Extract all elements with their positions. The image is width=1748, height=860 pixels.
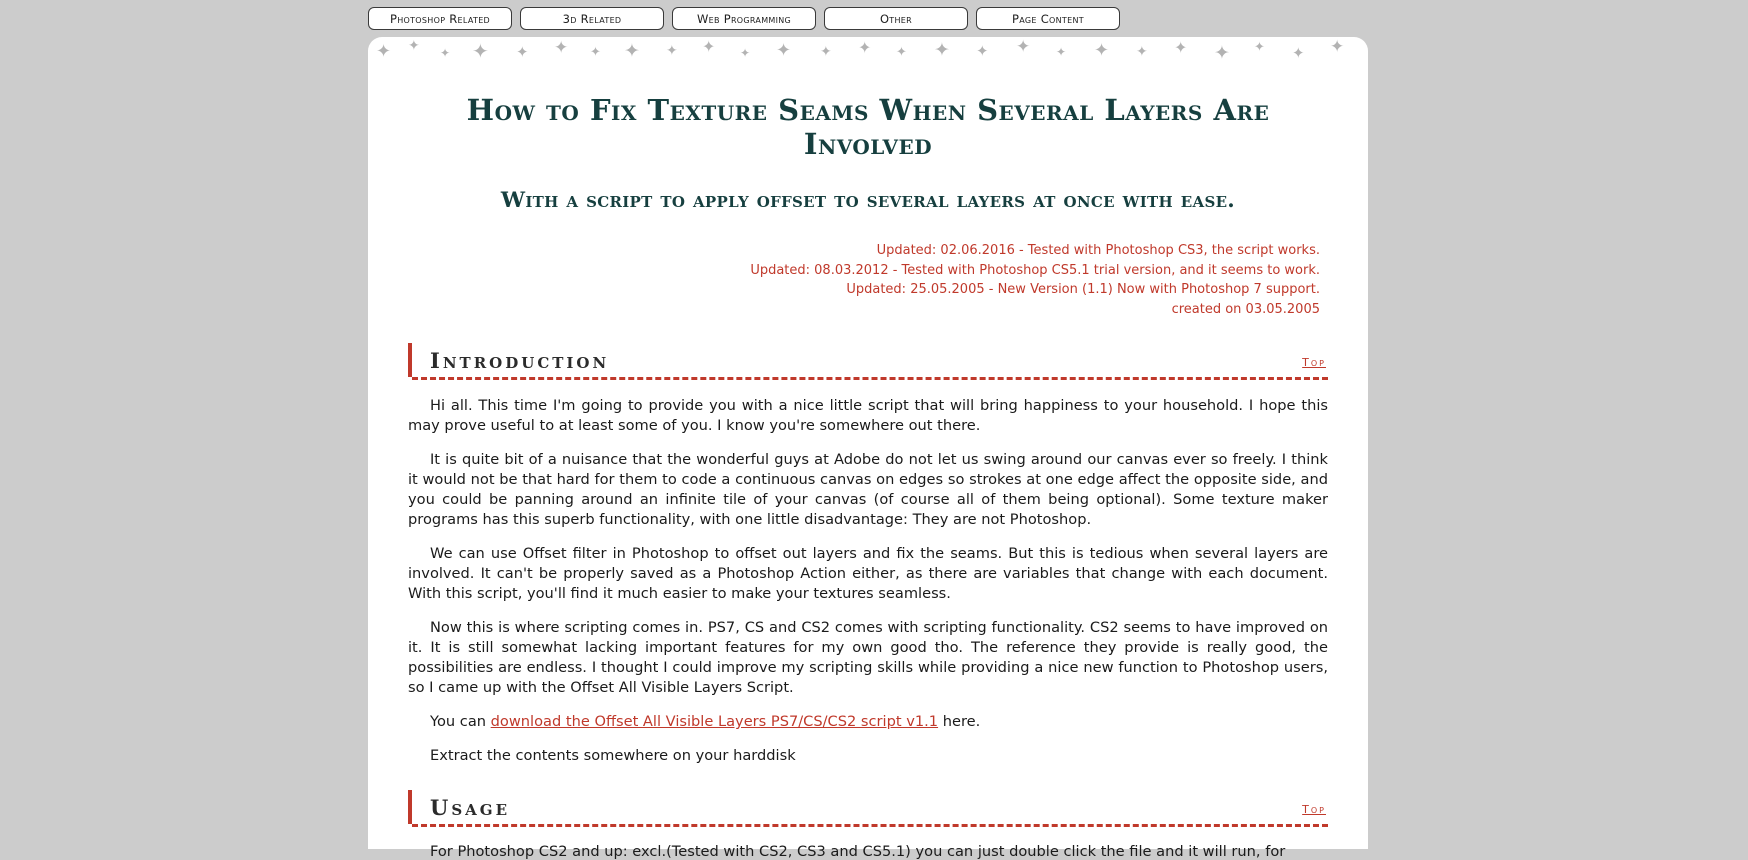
nav-other-label: Other (879, 11, 913, 26)
nav-photoshop-related-label: Photoshop Related (389, 11, 491, 26)
star-icon: ✦ (1056, 45, 1067, 59)
star-icon: ✦ (590, 45, 601, 60)
nav-web-programming[interactable] (672, 7, 816, 30)
star-icon: ✦ (1254, 40, 1265, 55)
star-icon: ✦ (934, 39, 950, 61)
update-note-3: Updated: 25.05.2005 - New Version (1.1) Now with Photoshop 7 support. (846, 282, 1320, 297)
star-icon: ✦ (516, 43, 529, 61)
nav-web-programming-label: Web Programming (696, 11, 792, 26)
star-icon: ✦ (1016, 37, 1031, 57)
section-introduction-heading: Introduction (430, 348, 610, 373)
download-text-after: here. (938, 713, 981, 730)
star-icon: ✦ (1174, 38, 1188, 57)
star-icon: ✦ (472, 39, 489, 63)
star-icon: ✦ (776, 40, 792, 61)
star-icon: ✦ (376, 41, 392, 62)
star-icon: ✦ (820, 44, 832, 60)
download-paragraph (408, 698, 1328, 732)
star-icon: ✦ (896, 45, 907, 60)
star-decoration-band (368, 37, 1368, 71)
star-icon: ✦ (1292, 44, 1305, 62)
nav-page-content[interactable] (976, 7, 1120, 30)
intro-paragraph-3: We can use Offset filter in Photoshop to offset out layers and fix the seams. But this is tedious when several layers are involved. It can't be properly saved as a Photoshop Action either, as there are variables that change with each document. With this script, you'll find it much easier to make your textures seamless. (408, 545, 1328, 602)
nav-page-content-label: Page Content (1012, 11, 1084, 26)
created-date: created on 03.05.2005 (1171, 301, 1320, 317)
intro-paragraph-4: Now this is where scripting comes in. PS7, CS and CS2 comes with scripting functionality. CS2 seems to have improved on it. It is still somewhat lacking important features for my own good tho. The reference they provide is really good, the possibilities are endless. I thought I could improve my scripting skills while providing a nice new function to Photoshop users, so I came up with the Offset All Visible Layers Script. (408, 619, 1328, 696)
star-icon: ✦ (702, 37, 716, 56)
star-icon: ✦ (1330, 37, 1345, 57)
star-icon: ✦ (666, 43, 678, 59)
star-icon: ✦ (740, 46, 751, 60)
nav-3d-related[interactable] (520, 7, 664, 30)
update-note-1: Updated: 02.06.2016 - Tested with Photoshop CS3, the script works. (876, 243, 1320, 258)
section-usage-heading: Usage (430, 795, 511, 820)
star-icon: ✦ (1214, 42, 1230, 64)
star-icon: ✦ (976, 42, 989, 60)
top-link-usage[interactable]: Top (1302, 803, 1326, 816)
update-note-2: Updated: 08.03.2012 - Tested with Photoshop CS5.1 trial version, and it seems to work. (750, 262, 1320, 278)
star-icon: ✦ (1136, 44, 1148, 60)
top-navigation (368, 7, 1120, 30)
nav-other[interactable] (824, 7, 968, 30)
section-introduction (408, 343, 1328, 766)
star-icon: ✦ (858, 38, 872, 57)
star-icon: ✦ (624, 40, 640, 62)
intro-paragraph-1: Hi all. This time I'm going to provide you with a nice little script that will bring happiness to your household. I hope this may prove useful to at least some of you. I know you're somewhere out there. (408, 397, 1328, 434)
section-usage-header (408, 790, 1328, 824)
page-title: How to Fix Texture Seams When Several Layers Are Involved (466, 93, 1270, 161)
update-notes (408, 241, 1328, 319)
star-icon: ✦ (1094, 40, 1110, 61)
download-text-before: You can (430, 713, 491, 730)
top-link-introduction[interactable]: Top (1302, 356, 1326, 369)
intro-paragraph-2: It is quite bit of a nuisance that the wonderful guys at Adobe do not let us swing around our canvas ever so freely. I think it would not be that hard for them to code a continuous canvas on edges so strokes at one edge affect the opposite side, and you could be panning around an infinite tile of your canvas (of course all of them being optional). Some texture maker programs has this superb functionality, with one little disadvantage: They are not Photoshop. (408, 451, 1328, 528)
section-introduction-header (408, 343, 1328, 377)
star-icon: ✦ (408, 38, 420, 54)
intro-closing-line: Extract the contents somewhere on your harddisk (430, 747, 796, 764)
star-icon: ✦ (554, 38, 569, 58)
article-sheet (368, 37, 1368, 860)
nav-3d-related-label: 3d Related (562, 11, 622, 26)
star-icon: ✦ (440, 46, 451, 60)
download-script-link[interactable]: download the Offset All Visible Layers PS7/CS/CS2 script v1.1 (490, 713, 939, 730)
section-usage (408, 790, 1328, 860)
page-subtitle: With a script to apply offset to several layers at once with ease. (500, 188, 1236, 213)
usage-paragraph-1: For Photoshop CS2 and up: excl.(Tested with CS2, CS3 and CS5.1) you can just double click the file and it will run, for (430, 843, 1286, 860)
nav-photoshop-related[interactable] (368, 7, 512, 30)
article-content (368, 93, 1368, 860)
